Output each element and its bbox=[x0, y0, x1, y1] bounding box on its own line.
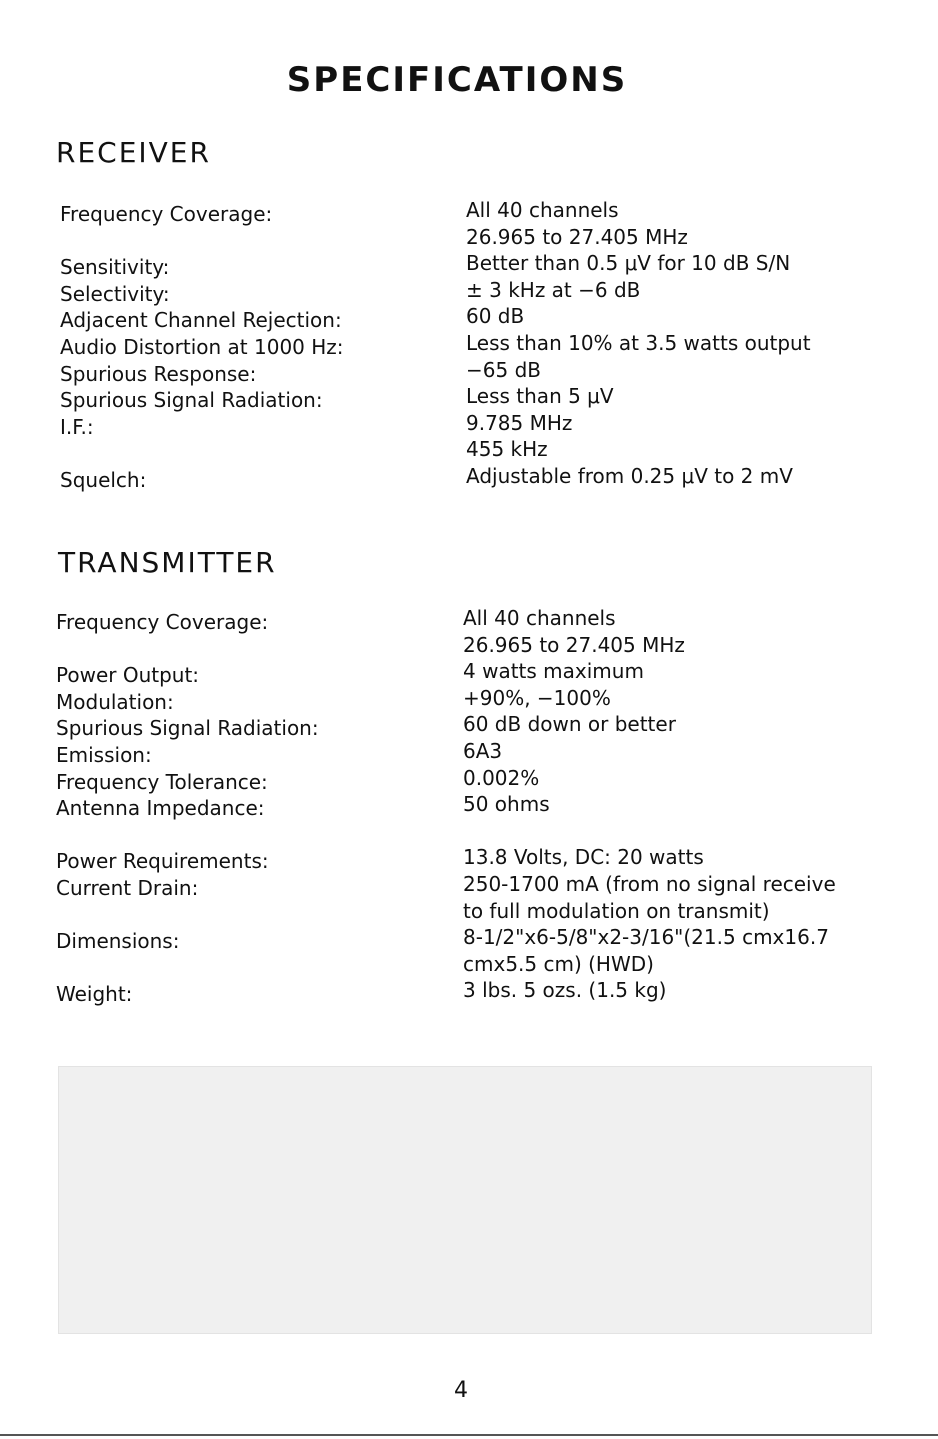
receiver-label: Spurious Signal Radiation: bbox=[60, 388, 323, 413]
transmitter-value: 4 watts maximum bbox=[463, 659, 644, 684]
transmitter-value: All 40 channels bbox=[463, 606, 616, 630]
receiver-value: Less than 5 μV bbox=[466, 384, 614, 409]
receiver-heading: RECEIVER bbox=[56, 136, 211, 169]
receiver-value: 455 kHz bbox=[466, 437, 548, 462]
receiver-labels-column bbox=[60, 201, 344, 494]
transmitter-value: 3 lbs. 5 ozs. (1.5 kg) bbox=[463, 978, 667, 1003]
transmitter-label: Dimensions: bbox=[56, 929, 180, 954]
receiver-label: Audio Distortion at 1000 Hz: bbox=[60, 334, 344, 359]
spacer bbox=[56, 902, 319, 929]
transmitter-label: Power Output: bbox=[56, 663, 200, 688]
spacer bbox=[60, 228, 344, 255]
spacer bbox=[56, 822, 319, 849]
receiver-label: Adjacent Channel Rejection: bbox=[60, 308, 342, 333]
receiver-label: I.F.: bbox=[60, 414, 94, 439]
receiver-value: Better than 0.5 μV for 10 dB S/N bbox=[466, 251, 791, 276]
receiver-value: Adjustable from 0.25 μV to 2 mV bbox=[466, 463, 793, 488]
transmitter-label: Frequency Tolerance: bbox=[56, 769, 268, 794]
receiver-label: Spurious Response: bbox=[60, 361, 257, 386]
transmitter-labels-column bbox=[56, 609, 319, 1008]
transmitter-label: Modulation: bbox=[56, 689, 174, 714]
receiver-value: All 40 channels bbox=[466, 198, 619, 222]
transmitter-heading: TRANSMITTER bbox=[58, 546, 277, 579]
bottom-rule bbox=[0, 1434, 938, 1436]
receiver-label: Squelch: bbox=[60, 467, 147, 492]
transmitter-value: +90%, −100% bbox=[463, 685, 611, 710]
receiver-value: 60 dB bbox=[466, 304, 525, 329]
page-title: SPECIFICATIONS bbox=[286, 60, 628, 100]
transmitter-value: 250-1700 mA (from no signal receive bbox=[463, 871, 836, 896]
transmitter-label: Weight: bbox=[56, 982, 133, 1007]
page-number: 4 bbox=[454, 1378, 468, 1403]
receiver-values-column bbox=[466, 197, 811, 490]
receiver-label: Sensitivity: bbox=[60, 255, 170, 280]
receiver-value: ± 3 kHz at −6 dB bbox=[466, 277, 641, 302]
transmitter-label: Power Requirements: bbox=[56, 849, 269, 874]
spacer bbox=[463, 818, 836, 845]
transmitter-value: 50 ohms bbox=[463, 792, 550, 817]
transmitter-label: Emission: bbox=[56, 742, 152, 767]
receiver-value: 9.785 MHz bbox=[466, 410, 573, 435]
receiver-label: Selectivity: bbox=[60, 281, 170, 306]
transmitter-value: 8-1/2"x6-5/8"x2-3/16"(21.5 cmx16.7 bbox=[463, 925, 829, 950]
transmitter-label: Current Drain: bbox=[56, 875, 199, 900]
spacer bbox=[56, 636, 319, 663]
transmitter-values-column bbox=[463, 605, 836, 1004]
transmitter-value: 6A3 bbox=[463, 738, 503, 763]
transmitter-label: Frequency Coverage: bbox=[56, 610, 269, 634]
transmitter-value: 13.8 Volts, DC: 20 watts bbox=[463, 845, 704, 870]
receiver-label: Frequency Coverage: bbox=[60, 202, 273, 226]
receiver-value: −65 dB bbox=[466, 357, 541, 382]
transmitter-value: to full modulation on transmit) bbox=[463, 898, 770, 923]
transmitter-value: 0.002% bbox=[463, 765, 540, 790]
spacer bbox=[60, 440, 344, 467]
transmitter-label: Spurious Signal Radiation: bbox=[56, 716, 319, 741]
receiver-value: 26.965 to 27.405 MHz bbox=[466, 224, 688, 249]
shaded-panel bbox=[58, 1066, 872, 1334]
transmitter-value: cmx5.5 cm) (HWD) bbox=[463, 951, 654, 976]
receiver-value: Less than 10% at 3.5 watts output bbox=[466, 330, 811, 355]
transmitter-value: 26.965 to 27.405 MHz bbox=[463, 632, 685, 657]
spacer bbox=[56, 955, 319, 982]
transmitter-label: Antenna Impedance: bbox=[56, 796, 265, 821]
transmitter-value: 60 dB down or better bbox=[463, 712, 676, 737]
